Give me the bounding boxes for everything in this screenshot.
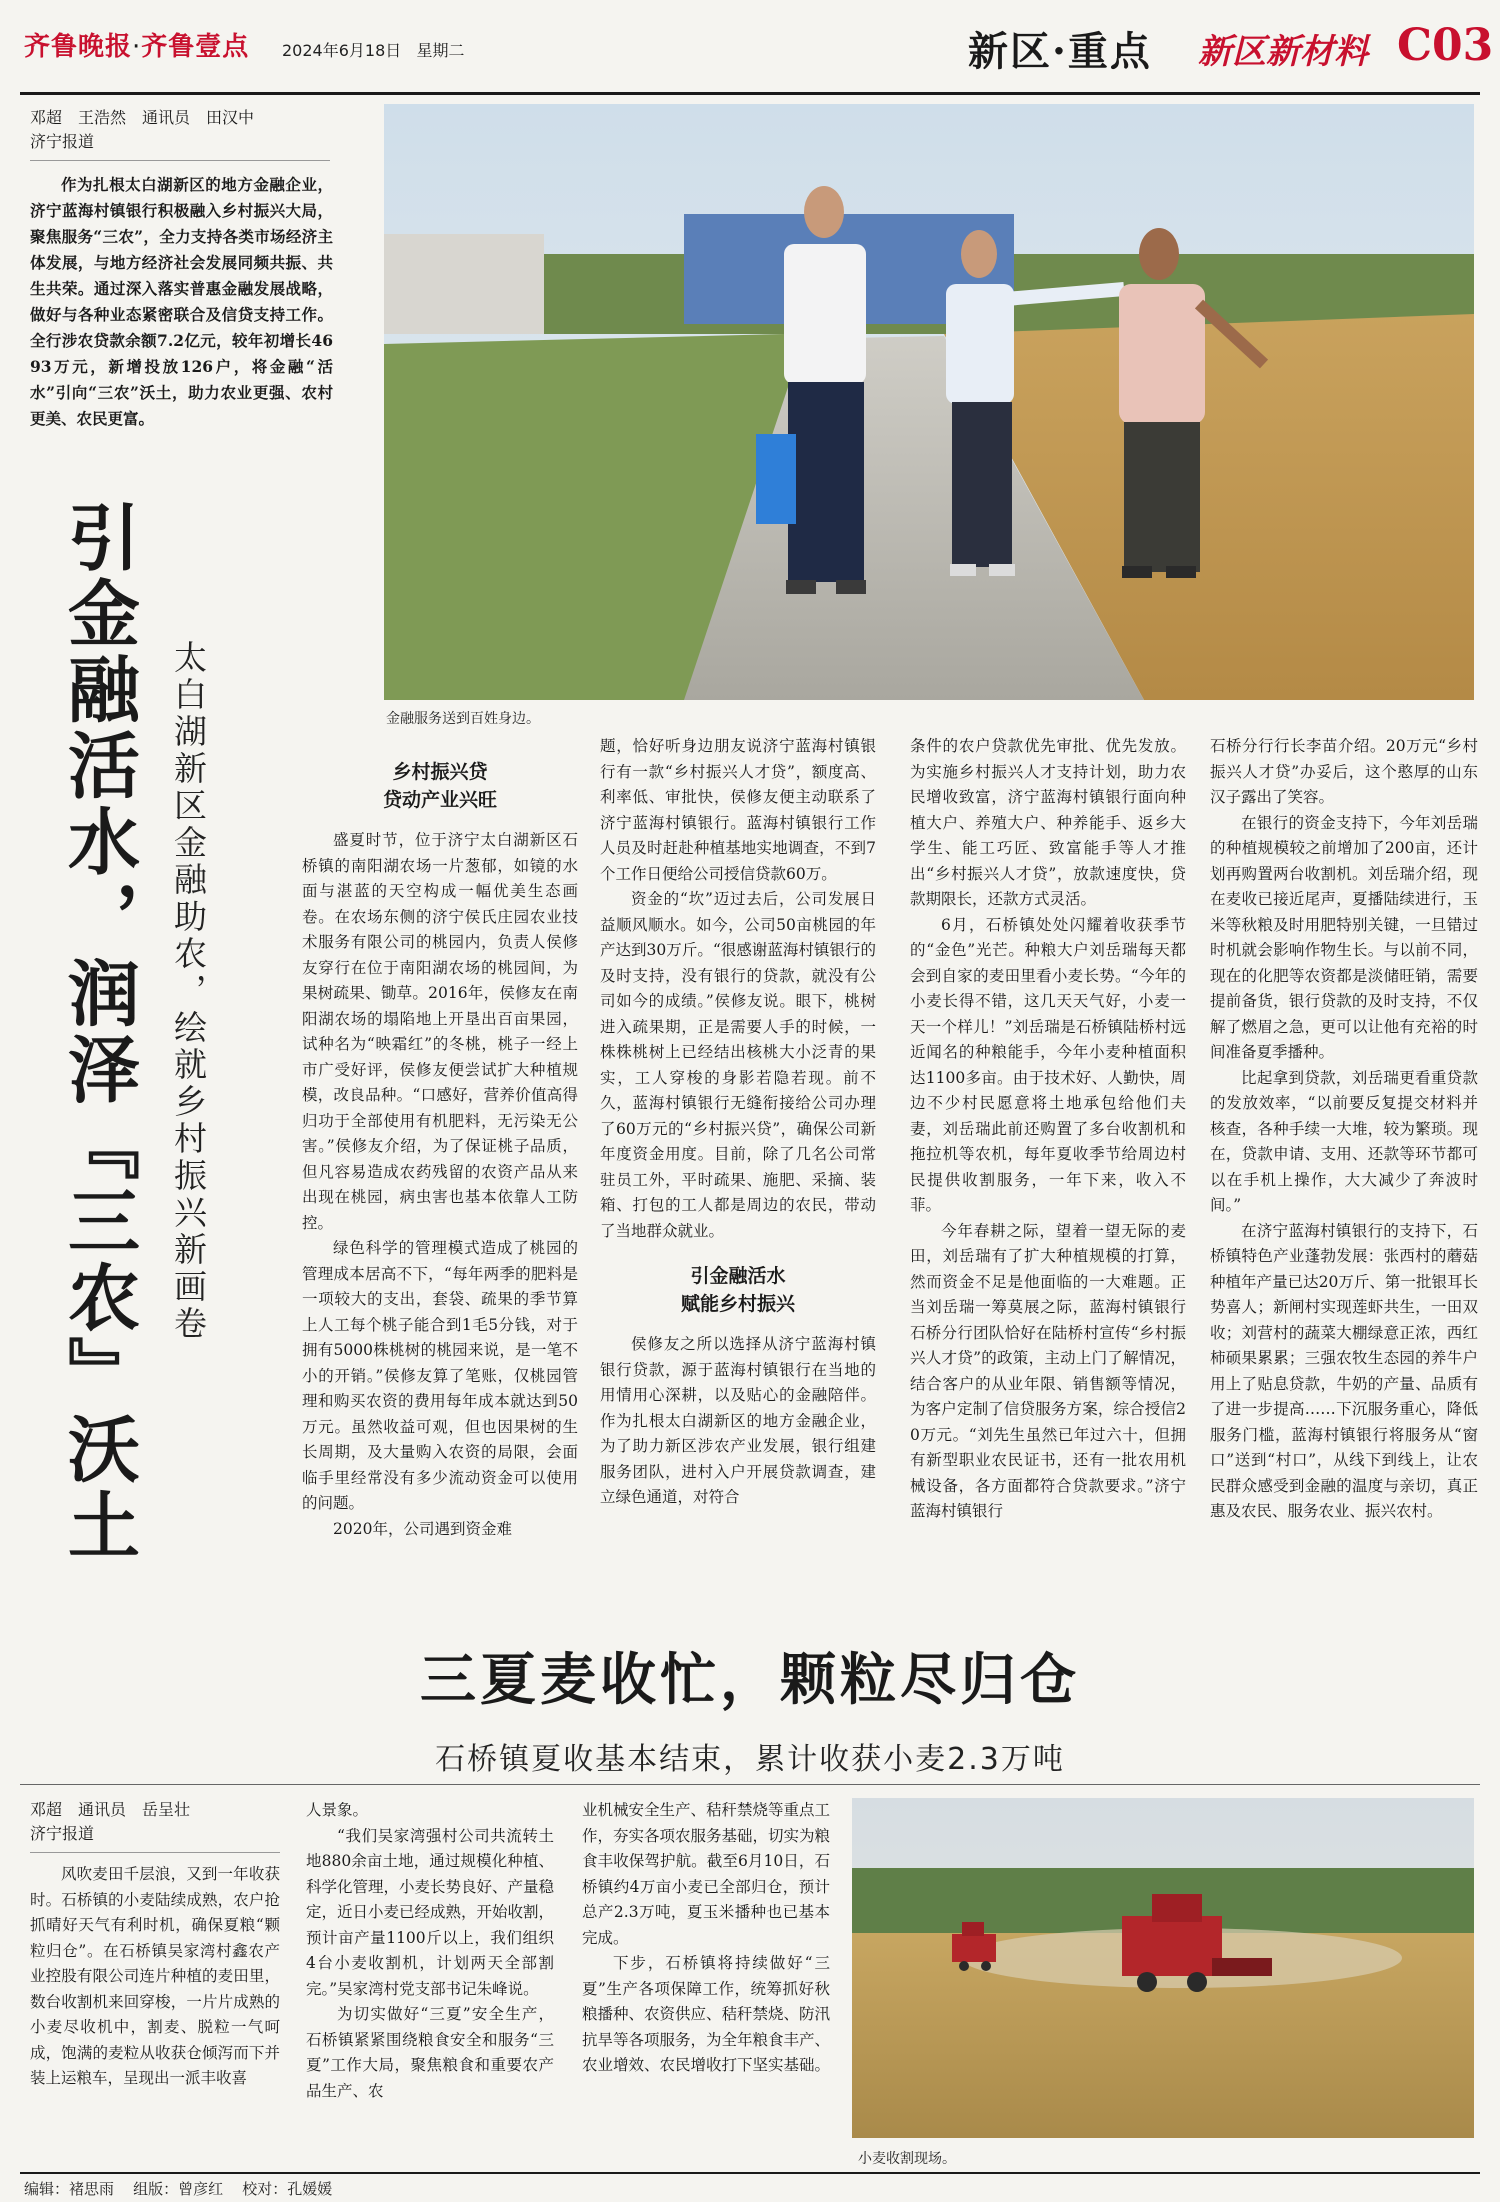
bank-staff-field-photo <box>384 104 1474 700</box>
paragraph: 6月，石桥镇处处闪耀着收获季节的“金色”光芒。种粮大户刘岳瑞每天都会到自家的麦田里看小麦长势。“今年的小麦长得不错，这几天天气好，小麦一天一个样儿！”刘岳瑞是石桥镇陆桥村远近闻名的种粮能手，今年小麦种植面积达1100多亩。由于技术好、人勤快，周边不少村民愿意将土地承包给他们夫妻，刘岳瑞此前还购置了多台收割机和拖拉机等农机，每年夏收季节给周边村民提供收割服务，一年下来，收入不菲。 <box>910 915 1186 1214</box>
paragraph: 绿色科学的管理模式造成了桃园的管理成本居高不下，“每年两季的肥料是一项较大的支出，套袋、疏果的季节算上人工每个桃子能合到1毛5分钱，对于拥有5000株桃树的桃园来说，是一笔不小的开销。”侯修友算了笔账，仅桃园管理和购买农资的费用每年成本就达到50万元。虽然收益可观，但也因果树的生长周期，及大量购入农资的局限，会面临手里经常没有多少流动资金可以使用的问题。 <box>302 1239 578 1512</box>
paragraph: 人景象。 <box>306 1801 369 1819</box>
issue-date: 2024年6月18日 <box>282 41 402 60</box>
byline-location: 济宁报道 <box>30 132 95 151</box>
paragraph: 比起拿到贷款，刘岳瑞更看重贷款的发放效率，“以前要反复提交材料并核查，各种手续一大堆，较为繁琐。现在，贷款申请、支用、还款等环节都可以在手机上操作，大大减少了奔波时间。” <box>1210 1068 1478 1214</box>
col4-body <box>1210 734 1478 1525</box>
col2-body-top <box>600 734 876 1244</box>
paragraph: 盛夏时节，位于济宁太白湖新区石桥镇的南阳湖农场一片葱郁，如镜的水面与湛蓝的天空构成一幅优美生态画卷。在农场东侧的济宁侯氏庄园农业技术服务有限公司的桃园内，负责人侯修友穿行在位于南阳湖农场的桃园间，为果树疏果、锄草。2016年，侯修友在南阳湖农场的塌陷地上开垦出百亩果园，试种名为“映霜红”的冬桃，桃子一经上市广受好评，侯修友便尝试扩大种植规模，改良品种。“口感好，营养价值高得归功于全部使用有机肥料，无污染无公害。”侯修友介绍，为了保证桃子品质，但凡容易造成农药残留的农资产品从来出现在桃园，病虫害也基本依靠人工防控。 <box>302 831 578 1232</box>
article1-subtitle: 太白湖新区金融助农，绘就乡村振兴新画卷 <box>169 640 208 1343</box>
paragraph: 石桥分行行长李苗介绍。20万元“乡村振兴人才贷”办妥后，这个憨厚的山东汉子露出了笑容。 <box>1210 737 1478 806</box>
byline-location: 济宁报道 <box>30 1824 95 1843</box>
article2-col3 <box>582 1798 830 2079</box>
paragraph: 资金的“坎”迈过去后，公司发展日益顺风顺水。如今，公司50亩桃园的年产达到30万斤。“很感谢蓝海村镇银行的及时支持，没有银行的贷款，就没有公司如今的成绩。”侯修友说。眼下，桃树进入疏果期，正是需要人手的时候，一株株桃树上已经结出核桃大小泛青的果实，工人穿梭的身影若隐若现。前不久，蓝海村镇银行无缝衔接给公司办理了60万元的“乡村振兴贷”，确保公司新年度资金用度。目前，除了几名公司常驻员工外，平时疏果、施肥、采摘、装箱、打包的工人都是周边的农民，带动了当地群众就业。 <box>600 890 876 1240</box>
brand-separator: · <box>132 32 142 62</box>
footer-rule <box>20 2172 1480 2174</box>
footer-editor: 编辑：褚思雨 <box>24 2180 115 2198</box>
article1-photo-caption: 金融服务送到百姓身边。 <box>386 711 540 727</box>
paragraph: 风吹麦田千层浪，又到一年收获时。石桥镇的小麦陆续成熟，农户抢抓晴好天气有利时机，确保夏粮“颗粒归仓”。在石桥镇吴家湾村鑫农产业控股有限公司连片种植的麦田里，数台收割机来回穿梭，一片片成熟的小麦尽收机中，割麦、脱粒一气呵成，饱满的麦粒从收获仓倾泻而下并装上运粮车，呈现出一派丰收喜 <box>30 1865 280 2087</box>
page-footer <box>24 2178 332 2199</box>
article1-col3 <box>910 734 1186 1525</box>
footer-layout: 组版：曾彦红 <box>133 2180 224 2198</box>
article1-lead <box>30 172 333 432</box>
paragraph: 为切实做好“三夏”安全生产，石桥镇紧紧围绕粮食安全和服务“三夏”工作大局，聚焦粮食和重要农产品生产、农 <box>306 2005 554 2100</box>
article2-top-rule <box>20 1784 1480 1785</box>
col1-body <box>302 828 578 1542</box>
article2-subtitle: 石桥镇夏收基本结束，累计收获小麦2.3万吨 <box>435 1742 1065 1777</box>
section-name: 新区·重点 <box>968 28 1152 75</box>
article2-photo <box>852 1798 1474 2138</box>
article1-col4 <box>1210 734 1478 1525</box>
wheat-harvest-photo <box>852 1798 1474 2138</box>
paragraph: 2020年，公司遇到资金难 <box>333 1519 512 1538</box>
article1-byline <box>30 106 350 154</box>
page-number: C03 <box>1397 20 1494 71</box>
article2-photo-caption: 小麦收割现场。 <box>858 2151 956 2167</box>
paragraph: 题，恰好听身边朋友说济宁蓝海村镇银行有一款“乡村振兴人才贷”，额度高、利率低、审批快，侯修友便主动联系了济宁蓝海村镇银行。蓝海村镇银行工作人员及时赶赴种植基地实地调查，不到7个工作日便给公司授信贷款60万。 <box>600 737 876 883</box>
col2-body-bottom <box>600 1332 876 1511</box>
subhead-line-1: 引金融活水 <box>690 1265 786 1287</box>
page-header <box>0 0 1500 108</box>
subhead-line-1: 乡村振兴贷 <box>392 761 488 783</box>
issue-weekday: 星期二 <box>416 41 465 60</box>
paragraph: “我们吴家湾强村公司共流转土地880余亩土地，通过规模化种植、科学化管理，小麦长势良好、产量稳定，近日小麦已经成熟，开始收割，预计亩产量1100斤以上，我们组织4台小麦收割机，计划两天全部割完。”吴家湾村党支部书记朱峰说。 <box>306 1826 555 1998</box>
masthead-brand <box>24 26 249 63</box>
footer-proof: 校对：孔媛媛 <box>242 2180 333 2198</box>
paragraph: 在济宁蓝海村镇银行的支持下，石桥镇特色产业蓬勃发展：张西村的蘑菇种植年产量已达20万斤、第一批银耳长势喜人；新闸村实现莲虾共生，一田双收；刘营村的蔬菜大棚绿意正浓，西红柿硕果累累；三强农牧生态园的养牛户用上了贴息贷款，牛奶的产量、品质有了进一步提高……下沉服务重心，降低服务门槛，蓝海村镇银行将服务从“窗口”送到“村口”，从线下到线上，让农民群众感受到金融的温度与亲切，真正惠及农民、服务农业、振兴农村。 <box>1210 1221 1478 1520</box>
brand-name-a: 齐鲁晚报 <box>24 32 133 62</box>
byline-authors: 邓超 通讯员 岳呈壮 <box>30 1800 191 1819</box>
article1-col2 <box>600 734 876 1511</box>
article1-col1 <box>302 758 578 1542</box>
byline-divider <box>30 160 330 161</box>
article2-col2 <box>306 1798 554 2104</box>
article2-col1 <box>30 1862 280 2092</box>
paragraph: 在银行的资金支持下，今年刘岳瑞的种植规模较之前增加了200亩，还计划再购置两台收割机。刘岳瑞介绍，现在麦收已接近尾声，夏播陆续进行，玉米等秋粮及时用肥特别关键，一旦错过时机就会影响作物生长。与以前不同，现在的化肥等农资都是淡储旺销，需要提前备货，银行贷款的及时支持，不仅解了燃眉之急，更可以让他有充裕的时间准备夏季播种。 <box>1210 813 1478 1061</box>
byline-authors: 邓超 王浩然 通讯员 田汉中 <box>30 108 255 127</box>
col2-subhead <box>600 1262 876 1318</box>
dateline <box>282 38 465 61</box>
subhead-line-2: 贷动产业兴旺 <box>382 789 497 811</box>
paragraph: 下步，石桥镇将持续做好“三夏”生产各项保障工作，统筹抓好秋粮播种、农资供应、秸秆禁烧、防汛抗旱等各项服务，为全年粮食丰产、农业增效、农民增收打下坚实基础。 <box>582 1954 831 2074</box>
article2-byline <box>30 1798 290 1846</box>
paragraph: 今年春耕之际，望着一望无际的麦田，刘岳瑞有了扩大种植规模的打算，然而资金不足是他面临的一大难题。正当刘岳瑞一筹莫展之际，蓝海村镇银行石桥分行团队恰好在陆桥村宣传“乡村振兴人才贷”的政策，主动上门了解情况，结合客户的从业年限、销售额等情况，为客户定制了信贷服务方案，综合授信20万元。“刘先生虽然已年过六十，但拥有新型职业农民证书，还有一批农用机械设备，各方面都符合贷款要求。”济宁蓝海村镇银行 <box>910 1221 1186 1520</box>
col3-body <box>910 734 1186 1525</box>
header-rule <box>20 92 1480 95</box>
byline-divider <box>30 1852 280 1853</box>
paragraph: 侯修友之所以选择从济宁蓝海村镇银行贷款，源于蓝海村镇银行在当地的用情用心深耕，以及贴心的金融陪伴。作为扎根太白湖新区的地方金融企业，为了助力新区涉农产业发展，银行组建服务团队，进村入户开展贷款调查，建立绿色通道，对符合 <box>600 1335 876 1506</box>
paragraph: 业机械安全生产、秸秆禁烧等重点工作，夯实各项农服务基础，切实为粮食丰收保驾护航。截至6月10日，石桥镇约4万亩小麦已全部归仓，预计总产2.3万吨，夏玉米播种也已基本完成。 <box>582 1801 831 1947</box>
section-brand-logo: 新区新材料 <box>1198 32 1368 72</box>
paragraph: 条件的农户贷款优先审批、优先发放。为实施乡村振兴人才支持计划，助力农民增收致富，济宁蓝海村镇银行面向种植大户、养殖大户、种养能手、返乡大学生、能工巧匠、致富能手等人才推出“乡村振兴人才贷”，放款速度快，贷款期限长，还款方式灵活。 <box>910 737 1186 908</box>
col1-subhead <box>302 758 578 814</box>
brand-name-b: 齐鲁壹点 <box>141 32 250 62</box>
article1-title: 引金融活水，润泽『三农』沃土 <box>56 500 140 1564</box>
lead-paragraph: 作为扎根太白湖新区的地方金融企业，济宁蓝海村镇银行积极融入乡村振兴大局，聚焦服务“三农”，全力支持各类市场经济主体发展，与地方经济社会发展同频共振、共生共荣。通过深入落实普惠金融发展战略，做好与各种业态紧密联合及信贷支持工作。全行涉农贷款余额7.2亿元，较年初增长4693万元，新增投放126户，将金融“活水”引向“三农”沃土，助力农业更强、农村更美、农民更富。 <box>30 175 333 428</box>
subhead-line-2: 赋能乡村振兴 <box>680 1293 795 1315</box>
article1-photo <box>384 104 1474 700</box>
article2-title: 三夏麦收忙，颗粒尽归仓 <box>420 1648 1080 1713</box>
